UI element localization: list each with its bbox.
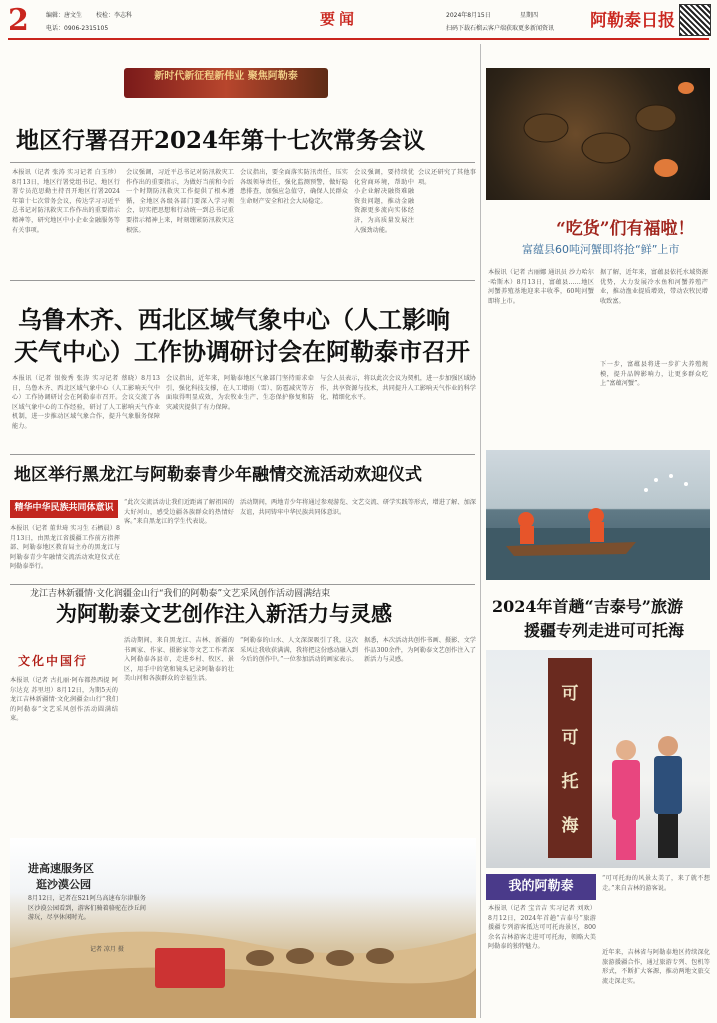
issue-date: 2024年8月15日 (446, 12, 491, 19)
masthead-rule (8, 38, 709, 40)
fishing-illustration (486, 450, 710, 580)
crab-col1: 本报讯（记者 古丽娜 通讯员 沙力哈尔·哈斯木）8月13日，富蕴县……地区河蟹养殖基地迎来丰收季，60吨河蟹即将上市。 (488, 269, 594, 305)
camel-caption-body: 8月12日，记者在S21阿乌高速布尔津服务区沙漠公园看到，游客们骑着骆驼在沙丘间游玩，尽享休闲时光。 (28, 895, 146, 922)
story3-title: 地区举行黑龙江与阿勒泰青少年融情交流活动欢迎仪式 (14, 465, 422, 485)
story2-col3: 与会人员表示，将以此次会议为契机，进一步加强区域协作，共享资源与技术，共同提升人工影响天气作业的科学化、精细化水平。 (320, 375, 476, 402)
story1-col2: 会议强调，习近平总书记对防汛救灾工作作出的重要指示，为做好当前和今后一个时期防汛救灾工作提供了根本遵循，全地区各级各部门要深入学习领会，切实把思想和行动统一到总书记重要指示精神上来，时刻绷紧防汛救灾这根弦。 (126, 169, 234, 234)
story1-banner: 新时代新征程新伟业 聚焦阿勒泰 (124, 68, 328, 98)
crab-col3: 下一步，富蕴县将进一步扩大养殖规模，提升品牌影响力，让更多群众吃上“富蕴河蟹”。 (600, 361, 708, 388)
crab-photo (486, 68, 710, 200)
tourism-title-line1: 2024年首趟“吉泰号”旅游 (492, 597, 683, 616)
sign-char: 可 (561, 684, 579, 704)
camel-caption-sub: 逛沙漠公园 (36, 878, 91, 891)
story1-col3: 会议指出，要全面落实防汛责任，压实各级领导责任，强化监测预警，做好隐患排查，加强应急值守，确保人民群众生命财产安全和社会大局稳定。 (240, 169, 348, 205)
page-number: 2 (8, 3, 29, 38)
section-title: 要闻 (320, 10, 359, 28)
tourism-photo (486, 650, 710, 868)
story1-divider (10, 162, 475, 163)
app-hint: 扫码下载石榴云客户端获取更多新闻资讯 (446, 25, 555, 32)
story4-col3: “阿勒泰的山水、人文深深吸引了我，这次采风让我收获满满，我将把这份感动融入到今后的创作中。”一位参加活动的画家表示。 (240, 637, 358, 664)
story3-bottom-rule (10, 584, 475, 585)
tourism-col3: 近年来，吉林省与阿勒泰地区持续深化旅游援疆合作，通过旅游专列、包机等形式，不断扩大客源，推动两地文旅交流走深走实。 (602, 949, 710, 985)
story1-col1: 本报讯（记者 张涛 实习记者 白玉珍）8月13日，地区行署党组书记、地区行署专员范思勤主持召开地区行署2024年第十七次常务会议，传达学习习近平总书记对防汛救灾工作作出的重要指示精神等，研究地区中小企业金融服务等有关事项。 (12, 169, 120, 234)
sign-char: 可 (561, 728, 579, 748)
story4-col1: 本报讯（记者 古扎丽·阿布都热西提 阿尔达克 苏里坦）8月12日，为期5天的龙江吉林新疆情·文化润疆金山行“我们的阿勒泰”文艺采风创作活动圆满结束。 (10, 677, 118, 723)
story2-col1: 本报讯（记者 银俊秀 张涛 实习记者 蔡晓）8月13日，乌鲁木齐、西北区域气象中心（人工影响天气中心）工作协调研讨会在阿勒泰市召开。会议交流了各区域气象中心的工作经验，研讨了人工影响天气作业机制，进一步推动区域气象合作，提升气象服务保障能力。 (12, 375, 160, 430)
camel-photo (10, 838, 476, 1018)
camel-caption-title: 进高速服务区 (28, 862, 94, 875)
story3-col3: 活动期间，两地青少年将通过参观游览、文艺交流、研学实践等形式，增进了解、加深友谊，共同铸牢中华民族共同体意识。 (240, 499, 476, 516)
phone-number: 电话：0906-2315105 (46, 25, 109, 32)
story4-title: 为阿勒泰文艺创作注入新活力与灵感 (56, 601, 392, 626)
newspaper-logo: 阿勒泰日报 (590, 11, 675, 31)
issue-weekday: 星期四 (520, 12, 539, 19)
story4-col2: 活动期间，来自黑龙江、吉林、新疆的书画家、作家、摄影家等文艺工作者深入阿勒泰各县市，走进乡村、牧区、景区，用手中的笔和镜头记录阿勒泰的壮美山河和各族群众的幸福生活。 (124, 637, 234, 683)
tourism-title-line2: 援疆专列走进可可托海 (524, 621, 685, 640)
tourism-col1: 本报讯（记者 宝音吉 实习记者 刘欢）8月12日，2024年首趟“吉泰号”旅游援疆专列游客抵达可可托海景区，800余名吉林游客走进可可托海，领略大美阿勒泰的独特魅力。 (488, 905, 596, 951)
story1-title: 地区行署召开2024年第十七次常务会议 (16, 127, 426, 154)
crab-headline: “吃货”们有福啦！ (556, 219, 695, 239)
story1-col4: 会议强调，要持续优化营商环境，帮助中小企业解决融资难融资贵问题，推动金融资源更多流向实体经济，为高质量发展注入强劲动能。 (354, 169, 414, 234)
story2-col2: 会议指出，近年来，阿勒泰地区气象部门坚持需求牵引，强化科技支撑，在人工增雨（雪）、防雹减灾等方面取得明显成效，为农牧业生产、生态保护修复和防灾减灾提供了有力保障。 (166, 375, 314, 411)
story1-col5: 会议还研究了其他事项。 (418, 169, 476, 186)
tourism-section-label: 我的阿勒泰 (486, 874, 596, 900)
story3-col2: “此次交流活动让我们近距离了解祖国的大好河山，感受边疆各族群众的热情好客。”来自黑龙江的学生代表说。 (124, 499, 234, 526)
fishing-photo (486, 450, 710, 580)
story2-bottom-rule (10, 454, 475, 455)
crab-col2: 据了解，近年来，富蕴县依托水域资源优势，大力发展冷水鱼和河蟹养殖产业，推动渔业提质增效，带动农牧民增收致富。 (600, 269, 708, 305)
editor-credit: 编辑：唐文生 (46, 12, 83, 19)
story4-kicker: 龙江吉林新疆情·文化润疆金山行“我们的阿勒泰”文艺采风创作活动圆满结束 (30, 589, 331, 599)
tourism-col2: “可可托海的风景太美了，来了就不想走。”来自吉林的游客说。 (602, 875, 710, 892)
sign-char: 托 (561, 772, 579, 792)
crab-subline: 富蕴县60吨河蟹即将抢“鲜”上市 (522, 243, 680, 256)
sign-char: 海 (561, 816, 579, 836)
story1-bottom-rule (10, 280, 475, 281)
story3-col1: 本报讯（记者 董世琦 实习生 石栖晨）8月13日，由黑龙江省援疆工作前方指挥部、阿勒泰地区教育局主办的黑龙江与阿勒泰青少年融情交流活动欢迎仪式在阿勒泰举行。 (10, 525, 120, 571)
tourists-illustration (486, 650, 710, 868)
story2-title-line1: 乌鲁木齐、西北区域气象中心（人工影响 (18, 305, 450, 334)
column-divider (480, 44, 481, 1018)
reviewer-credit: 校检：李志科 (96, 12, 133, 19)
camel-photo-credit: 记者 凉月 摄 (90, 946, 124, 953)
story2-title-line2: 天气中心）工作协调研讨会在阿勒泰市召开 (14, 337, 470, 366)
story4-calligraphy: 文化中国行 (18, 654, 89, 668)
crab-illustration (486, 68, 710, 200)
story4-col4: 据悉，本次活动共创作书画、摄影、文学作品300余件，为阿勒泰文艺创作注入了新活力与灵感。 (364, 637, 476, 664)
story3-tag: 精华中华民族共同体意识 (10, 500, 118, 518)
qr-code[interactable] (679, 4, 711, 36)
